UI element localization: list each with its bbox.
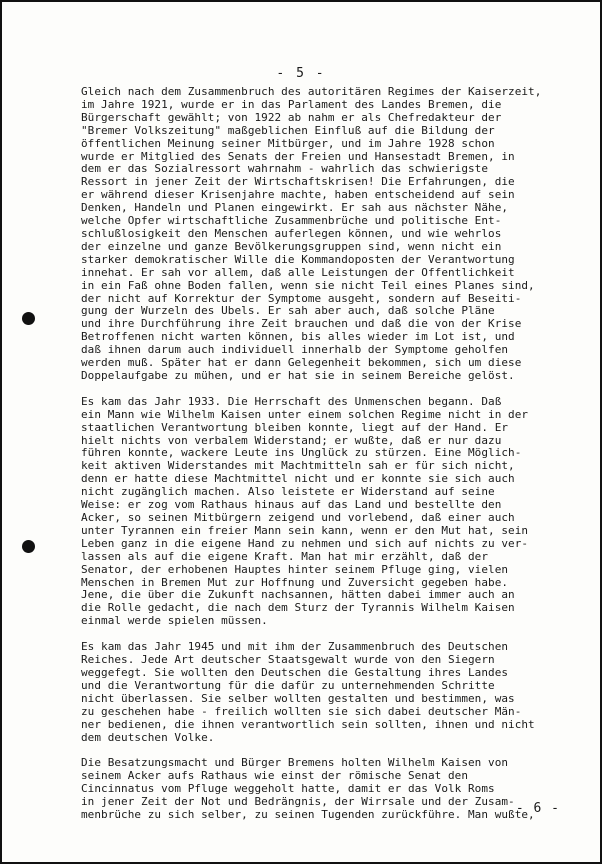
text-line: nicht überlassen. Sie selber wollten gestalten und bestimmen, was — [81, 692, 515, 705]
text-line: schlußlosigkeit den Menschen auferlegen können, und wie wehrlos — [81, 227, 502, 240]
text-line: Ressort in jener Zeit der Wirtschaftskrisen! Die Erfahrungen, die — [81, 176, 515, 189]
page-number: - 5 - — [276, 66, 326, 81]
text-line: der einzelne und ganze Bevölkerungsgruppen sind, wenn nicht ein — [81, 240, 502, 253]
text-line: starker demokratischer Wille die Kommandoposten der Verantwortung — [81, 253, 515, 266]
text-line: Acker, so seinen Mitbürgern zeigend und vorlebend, daß einer auch — [81, 512, 515, 524]
text-line: und ihre Durchführung ihre Zeit brauchen und daß die von der Krise — [81, 318, 522, 331]
text-line: er während dieser Krisenjahre machte, haben entscheidend auf sein — [81, 189, 515, 202]
text-line: lassen als auf die eigene Kraft. Man hat mir erzählt, daß der — [81, 550, 489, 563]
paragraph — [81, 396, 569, 628]
text-line: "Bremer Volkszeitung" maßgeblichen Einfluß auf die Bildung der — [81, 124, 495, 137]
text-line: in ein Faß ohne Boden fallen, wenn sie nicht Teil eines Planes sind, — [81, 279, 535, 292]
next-page-indicator: - 6 - — [515, 801, 560, 816]
text-line: führen konnte, wackere Leute ins Unglück zu stürzen. Eine Möglich- — [81, 447, 522, 460]
text-line: welche Opfer wirtschaftliche Zusammenbrüche und politische Ent- — [81, 215, 502, 228]
text-line: Reiches. Jede Art deutscher Staatsgewalt wurde von den Siegern — [81, 654, 495, 667]
document-body — [81, 86, 569, 835]
text-line: daß ihnen darum auch individuell innerhalb der Symptome geholfen — [81, 344, 509, 357]
text-line: die Rolle gedacht, die nach dem Sturz der Tyrannis Wilhelm Kaisen — [81, 602, 515, 615]
text-line: ein Mann wie Wilhelm Kaisen unter einem solchen Regime nicht in der — [81, 408, 529, 421]
text-line: menbrüche zu sich selber, zu seinen Tugenden zurückführe. Man wußte, — [81, 809, 535, 822]
text-line: einmal werde spielen müssen. — [81, 615, 268, 628]
text-line: werden muß. Später hat er dann Gelegenheit bekommen, sich um diese — [81, 357, 522, 370]
text-line: öffentlichen Meinung seiner Mitbürger, und im Jahre 1928 schon — [81, 137, 495, 150]
text-line: ner bedienen, die ihnen verantwortlich sein sollten, ihnen und nicht — [81, 718, 535, 731]
paragraph — [81, 641, 569, 744]
text-line: Betroffenen nicht warten können, bis alles wieder im Lot ist, und — [81, 331, 515, 344]
paragraph — [81, 86, 569, 383]
text-line: dem deutschen Volke. — [81, 731, 215, 744]
text-line: unter Tyrannen ein freier Mann sein kann, wenn er den Mut hat, sein — [81, 524, 529, 537]
text-line: Senator, der erhobenen Hauptes hinter seinem Pfluge ging, vielen — [81, 563, 509, 576]
text-line: Weise: er zog vom Rathaus hinaus auf das Land und bestellte den — [81, 499, 502, 512]
text-line: Denken, Handeln und Planen eingewirkt. Er sah aus nächster Nähe, — [81, 202, 509, 215]
text-line: nicht zugänglich machen. Also leistete er Widerstand auf seine — [81, 486, 495, 499]
text-line: und die Verantwortung für die dafür zu unternehmenden Schritte — [81, 679, 495, 692]
text-line: innehat. Er sah vor allem, daß alle Leistungen der Öffentlichkeit — [81, 266, 515, 279]
text-line: seinem Acker aufs Rathaus wie einst der römische Senat den — [81, 770, 469, 783]
text-line: keit aktiven Widerstandes mit Machtmitteln sah er für sich nicht, — [81, 460, 515, 473]
text-line: Jene, die über die Zukunft nachsannen, hätten dabei immer auch an — [81, 589, 515, 602]
text-line: Cincinnatus vom Pfluge weggeholt hatte, damit er das Volk Roms — [81, 783, 495, 796]
text-line: Es kam das Jahr 1945 und mit ihm der Zusammenbruch des Deutschen — [81, 641, 509, 654]
text-line: Menschen in Bremen Mut zur Hoffnung und Zuversicht gegeben habe. — [81, 576, 509, 589]
text-line: Doppelaufgabe zu mühen, und er hat sie in seinem Bereiche gelöst. — [81, 369, 515, 382]
text-line: Leben ganz in die eigene Hand zu nehmen und sich auf nichts zu ver- — [81, 537, 529, 550]
text-line: Gleich nach dem Zusammenbruch des autoritären Regimes der Kaiserzeit, — [81, 86, 542, 98]
text-line: gung der Wurzeln des Übels. Er sah aber auch, daß solche Pläne — [81, 305, 495, 318]
text-line: zu geschehen habe - freilich wollten sie sich dabei deutscher Män- — [81, 705, 522, 718]
paragraph — [81, 757, 569, 822]
text-line: dem er das Sozialressort wahrnahm - wahrlich das schwierigste — [81, 163, 489, 176]
punch-hole-top — [22, 312, 35, 325]
punch-hole-bottom — [22, 540, 35, 553]
text-line: im Jahre 1921, wurde er in das Parlament des Landes Bremen, die — [81, 98, 502, 111]
text-line: hielt nichts von verbalem Widerstand; er wußte, daß er nur dazu — [81, 434, 502, 447]
text-line: wurde er Mitglied des Senats der Freien und Hansestadt Bremen, in — [81, 150, 515, 163]
text-line: weggefegt. Sie wollten den Deutschen die Gestaltung ihres Landes — [81, 666, 509, 679]
text-line: denn er hatte diese Machtmittel nicht und er konnte sie sich auch — [81, 473, 515, 486]
text-line: in jener Zeit der Not und Bedrängnis, der Wirrsale und der Zusam- — [81, 796, 515, 809]
text-line: Bürgerschaft gewählt; von 1922 ab nahm er als Chefredakteur der — [81, 111, 502, 124]
text-line: der nicht auf Korrektur der Symptome ausgeht, sondern auf Beseiti- — [81, 292, 522, 305]
text-line: Es kam das Jahr 1933. Die Herrschaft des Unmenschen begann. Daß — [81, 395, 502, 408]
text-line: Die Besatzungsmacht und Bürger Bremens holten Wilhelm Kaisen von — [81, 757, 509, 770]
text-line: staatlichen Verantwortung bleiben konnte, liegt auf der Hand. Er — [81, 421, 509, 434]
